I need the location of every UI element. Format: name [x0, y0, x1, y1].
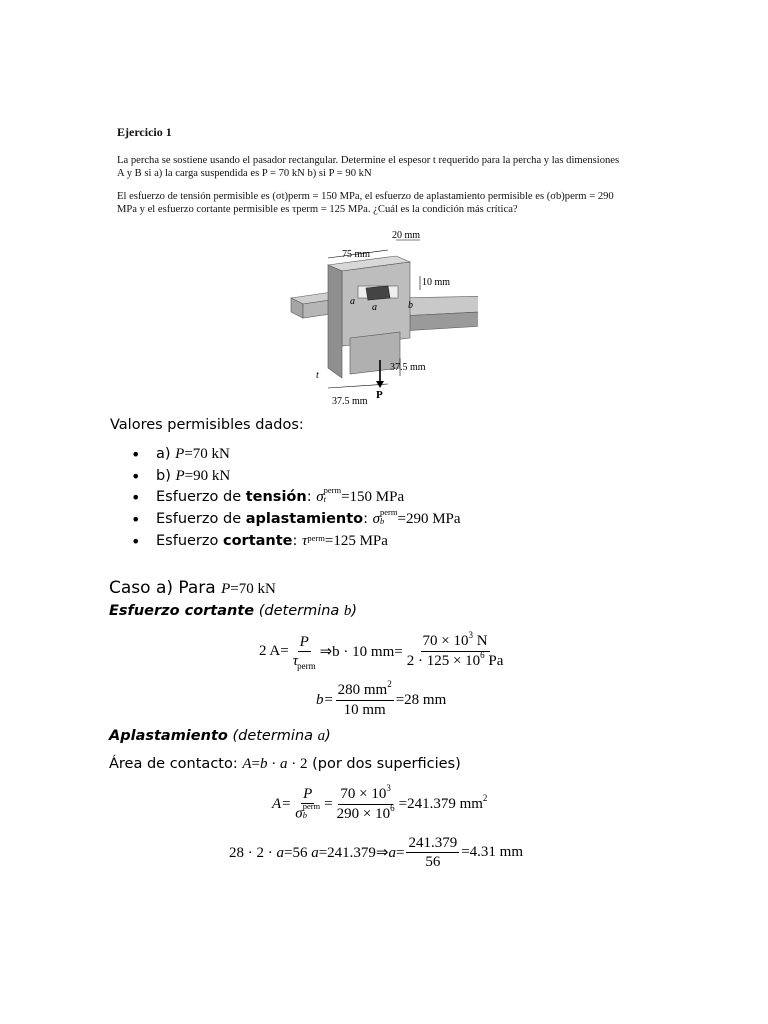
eq1-fraction-2 — [405, 630, 506, 670]
eq1-num2-sup: 3 — [468, 630, 473, 640]
exercise-title: Ejercicio 1 — [117, 125, 172, 139]
exercise-paragraph-1 — [117, 154, 657, 180]
item-suffix: : — [363, 511, 373, 528]
hanger-pin-figure — [288, 228, 478, 408]
eq3-den2-text: 290 × 10 — [336, 806, 391, 822]
exercise-statement — [117, 126, 657, 226]
eq3-den-symbol: σ — [295, 805, 303, 822]
eq2-fraction — [336, 679, 394, 718]
shear-equation-2 — [316, 679, 447, 718]
contact-area-line — [109, 756, 461, 773]
eq4-fraction — [406, 835, 459, 870]
label-dim-375-right: 37.5 mm — [390, 362, 426, 373]
eq3-fraction-1 — [293, 786, 322, 823]
eq2-rhs: =28 mm — [395, 691, 447, 708]
list-item — [131, 506, 461, 531]
bearing-heading — [109, 728, 331, 745]
eq1-num2-text: 70 × 10 — [422, 633, 469, 649]
eq1-den2-unit: Pa — [484, 653, 504, 669]
exercise-paragraph-2 — [117, 190, 657, 216]
shear-note-var: b — [343, 603, 352, 619]
item-math: P=70 kN — [175, 446, 230, 462]
item-prefix: Esfuerzo de — [156, 489, 246, 506]
label-P: P — [376, 389, 383, 401]
bearing-note-var: a — [317, 728, 326, 744]
eq1-numerator: P — [299, 633, 309, 650]
exercise-p2-line1: El esfuerzo de tensión permisible es (σt)perm = 150 MPa, el esfuerzo de aplastamiento permisible es (σb)perm = 290 — [117, 191, 614, 202]
exercise-p1-line2: A y B si a) la carga suspendida es P = 70 kN b) si P = 90 kN — [117, 168, 372, 179]
eq3-denominator-2 — [335, 805, 397, 823]
given-values-heading: Valores permisibles dados: — [110, 417, 304, 433]
item-math — [316, 484, 405, 506]
eq3-rhs-text: =241.379 mm — [398, 796, 483, 812]
eq1-middle: ⇒b · 10 mm= — [319, 644, 403, 660]
eq1-num2-unit: N — [473, 633, 488, 649]
eq1-denominator-2 — [405, 652, 506, 670]
bearing-title: Aplastamiento — [109, 728, 228, 744]
item-sup: perm — [323, 484, 342, 495]
eq3-denominator — [293, 801, 322, 823]
item-value: =150 MPa — [341, 489, 405, 506]
eq2-num-text: 280 mm — [337, 682, 388, 698]
item-symbol: σ — [372, 511, 381, 528]
shear-title: Esfuerzo cortante — [109, 603, 255, 619]
label-a-2: a — [372, 302, 377, 313]
eq3-fraction-2 — [335, 783, 397, 823]
label-a-1: a — [350, 296, 355, 307]
eq4-denominator: 56 — [425, 854, 441, 870]
item-sub: b — [380, 515, 385, 526]
label-dim-20: 20 mm — [392, 230, 421, 241]
hanger-side — [328, 265, 342, 378]
eq3-num2-text: 70 × 10 — [340, 786, 387, 802]
item-suffix: : — [292, 532, 303, 549]
bearing-equation-2 — [229, 835, 523, 870]
eq3-rhs-sup: 2 — [482, 793, 488, 803]
rectangular-pin — [366, 286, 390, 300]
shear-equation-1 — [259, 630, 507, 671]
case-a-heading-math: P=70 kN — [221, 581, 276, 597]
eq1-den2-sup: 6 — [480, 650, 485, 660]
contact-text: Área de contacto: — [109, 756, 243, 772]
list-item — [131, 466, 461, 488]
item-bold: aplastamiento — [245, 511, 364, 528]
list-item — [131, 531, 461, 553]
item-suffix: : — [306, 489, 317, 506]
eq1-fraction-1 — [291, 634, 318, 670]
eq2-lhs: b= — [316, 691, 334, 708]
list-item — [131, 484, 461, 509]
item-math: P=90 kN — [175, 467, 231, 484]
item-prefix: Esfuerzo — [156, 532, 223, 549]
shear-note-open: (determina — [254, 603, 344, 619]
item-prefix: Esfuerzo de — [156, 511, 246, 528]
eq3-numerator: P — [303, 786, 313, 802]
given-values-list — [131, 444, 461, 552]
contact-tail: (por dos superficies) — [307, 756, 461, 772]
bearing-note-close: ) — [325, 728, 331, 744]
shear-heading — [109, 603, 357, 620]
item-symbol: σ — [316, 489, 324, 506]
item-prefix: a) — [156, 446, 176, 462]
shear-note-close: ) — [351, 603, 358, 619]
case-a-heading-text: Caso a) Para — [109, 578, 222, 598]
item-bold: tensión — [245, 489, 307, 506]
item-value: =290 MPa — [397, 511, 461, 528]
eq1-denominator — [291, 652, 318, 670]
case-a-heading — [109, 578, 276, 598]
item-prefix: b) — [156, 467, 176, 484]
bearing-equation-1 — [272, 783, 488, 823]
list-item — [131, 444, 461, 466]
eq1-den-sub: perm — [297, 660, 316, 671]
label-b: b — [408, 300, 413, 311]
item-sub: t — [323, 493, 326, 504]
exercise-p2-line2: MPa y el esfuerzo cortante permisible es τperm = 125 MPa. ¿Cuál es la condición más crítica? — [117, 204, 518, 215]
eq3-rhs — [398, 793, 488, 813]
eq4-rhs: =4.31 mm — [461, 844, 524, 860]
eq3-den2-sup: 6 — [390, 803, 395, 813]
eq3-den-sup: perm — [302, 801, 321, 811]
eq3-equals: = — [324, 796, 333, 812]
eq1-den2-text: 2 · 125 × 10 — [406, 653, 481, 669]
bearing-note-open: (determina — [227, 728, 318, 744]
eq4-numerator: 241.379 — [408, 835, 458, 851]
item-sup: perm — [380, 506, 398, 517]
eq1-lhs: 2 A= — [259, 643, 289, 659]
label-t: t — [316, 370, 319, 381]
contact-math: A=b · a · 2 — [242, 756, 308, 772]
item-bold: cortante — [223, 532, 293, 549]
item-math — [372, 506, 461, 528]
eq2-numerator — [336, 679, 394, 701]
eq3-den-sub: b — [302, 810, 307, 820]
eq3-numerator-2 — [338, 783, 392, 805]
eq2-num-sup: 2 — [387, 679, 392, 689]
item-value: =125 MPa — [324, 532, 388, 549]
item-math — [302, 533, 388, 549]
eq3-lhs: A= — [272, 796, 292, 812]
item-sup: perm — [307, 532, 325, 543]
item-symbol: τ — [302, 532, 308, 549]
label-dim-10: 10 mm — [422, 277, 451, 288]
eq2-denominator: 10 mm — [343, 702, 386, 718]
eq1-den-symbol: τ — [292, 652, 299, 669]
label-dim-75: 75 mm — [342, 249, 371, 260]
exercise-p1-line1: La percha se sostiene usando el pasador rectangular. Determine el espesor t requerido para la percha y las dimensiones — [117, 155, 620, 166]
eq4-lhs: 28 · 2 · a=56 a=241.379⇒a= — [229, 845, 405, 861]
eq3-num2-sup: 3 — [386, 783, 391, 793]
label-dim-375-bottom: 37.5 mm — [332, 396, 368, 407]
